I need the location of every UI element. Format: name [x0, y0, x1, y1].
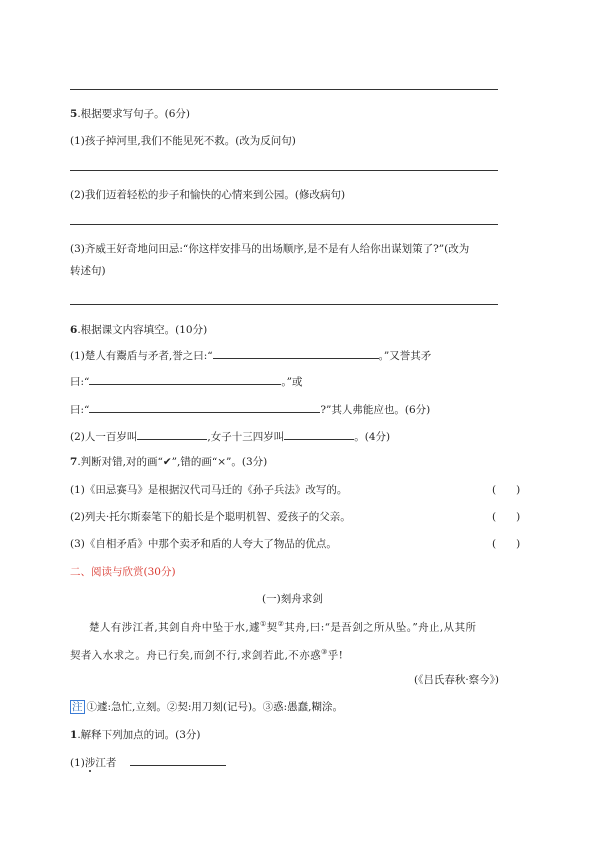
passage-text: 楚人有涉江者,其剑自舟中坠于水,遽 — [89, 621, 260, 634]
reading-q1-title — [70, 728, 201, 742]
q5-title-text: .根据要求写句子。(6分) — [77, 108, 191, 120]
fill-blank[interactable] — [284, 428, 354, 440]
q7-item-3: (3)《自相矛盾》中那个卖矛和盾的人夸大了物品的优点。 — [70, 538, 337, 550]
q5-item-2: (2)我们迈着轻松的步子和愉快的心情来到公园。(修改病句) — [70, 189, 346, 201]
answer-parens[interactable]: ( ) — [492, 538, 521, 550]
passage-line-2 — [70, 645, 343, 663]
q6-line-2-text: 曰:“ — [70, 376, 90, 388]
q6-line-1-end: 。”又誉其矛 — [378, 350, 432, 362]
q7-title-text: .判断对错,对的画“✔”,错的画“×”。(3分) — [77, 456, 268, 468]
answer-parens[interactable]: ( ) — [492, 511, 521, 523]
q6-line-4 — [70, 428, 390, 444]
reading-q1-number: 1 — [70, 729, 78, 741]
q6-number: 6 — [70, 324, 78, 336]
q5-item-1: (1)孩子掉河里,我们不能见死不救。(改为反问句) — [70, 135, 296, 147]
answer-line — [70, 89, 498, 90]
q6-title — [70, 323, 207, 337]
answer-line[interactable] — [70, 304, 498, 305]
q7-title — [70, 455, 267, 469]
q6-line-4-text: (2)人一百岁叫 — [70, 431, 138, 443]
note-label: 注 — [72, 701, 83, 713]
q6-line-3-end: ?”其人弗能应也。(6分) — [320, 404, 431, 416]
annotation-note — [70, 700, 343, 714]
q7-item-1: (1)《田忌赛马》是根据汉代司马迁的《孙子兵法》改写的。 — [70, 484, 348, 496]
q6-line-3-text: 曰:“ — [70, 404, 90, 416]
dotted-word: 涉 — [84, 757, 96, 769]
q5-title — [70, 107, 190, 121]
fill-blank[interactable] — [89, 373, 281, 385]
answer-line[interactable] — [70, 170, 498, 171]
q5-item-3-cont: 转述句) — [70, 265, 106, 277]
reading-q1-item — [70, 754, 226, 770]
q6-line-3 — [70, 401, 430, 417]
answer-parens[interactable]: ( ) — [492, 484, 521, 496]
q7-number: 7 — [70, 456, 78, 468]
passage-text: 契者入水求之。舟已行矣,而剑不行,求剑若此,不亦惑 — [70, 649, 322, 662]
fill-blank[interactable] — [213, 347, 379, 359]
item-text: 江者 — [95, 757, 117, 769]
reading-q1-title-text: .解释下列加点的词。(3分) — [77, 729, 201, 741]
passage-source: (《吕氏春秋·察今》) — [414, 674, 500, 686]
answer-line[interactable] — [70, 224, 498, 225]
q6-line-4-mid: ,女子十三四岁叫 — [207, 431, 285, 443]
fill-blank[interactable] — [89, 401, 320, 413]
passage-text: 乎! — [327, 649, 344, 662]
q7-item-2: (2)列夫·托尔斯泰笔下的船长是个聪明机智、爱孩子的父亲。 — [70, 511, 351, 523]
passage-line-1 — [89, 617, 476, 635]
passage-text: 契 — [266, 621, 278, 634]
passage-title: (一)刻舟求剑 — [262, 593, 323, 605]
q5-item-3: (3)齐威王好奇地问田忌:“你这样安排马的出场顺序,是不是有人给你出谋划策了?”(改为 — [70, 243, 470, 255]
q5-number: 5 — [70, 108, 78, 120]
q6-title-text: .根据课文内容填空。(10分) — [77, 324, 208, 336]
q6-line-1-text: (1)楚人有鬻盾与矛者,誉之曰:“ — [70, 350, 213, 362]
footnote-mark: ③ — [321, 648, 328, 656]
q6-line-4-end: 。(4分) — [354, 431, 391, 443]
fill-blank[interactable] — [130, 754, 226, 766]
footnote-mark: ① — [259, 620, 267, 628]
section-heading: 二、阅读与欣赏(30分) — [70, 566, 176, 578]
fill-blank[interactable] — [137, 428, 207, 440]
item-text: (1) — [70, 757, 85, 769]
footnote-mark: ② — [277, 620, 285, 628]
note-text: ①遽:急忙,立刻。②契:用刀刻(记号)。③惑:愚蠢,糊涂。 — [86, 701, 343, 713]
q6-line-2-end: 。”或 — [281, 376, 303, 388]
q6-line-1 — [70, 347, 431, 363]
q6-line-2 — [70, 373, 303, 389]
passage-text: 其舟,曰:“是吾剑之所从坠。”舟止,从其所 — [284, 621, 477, 634]
